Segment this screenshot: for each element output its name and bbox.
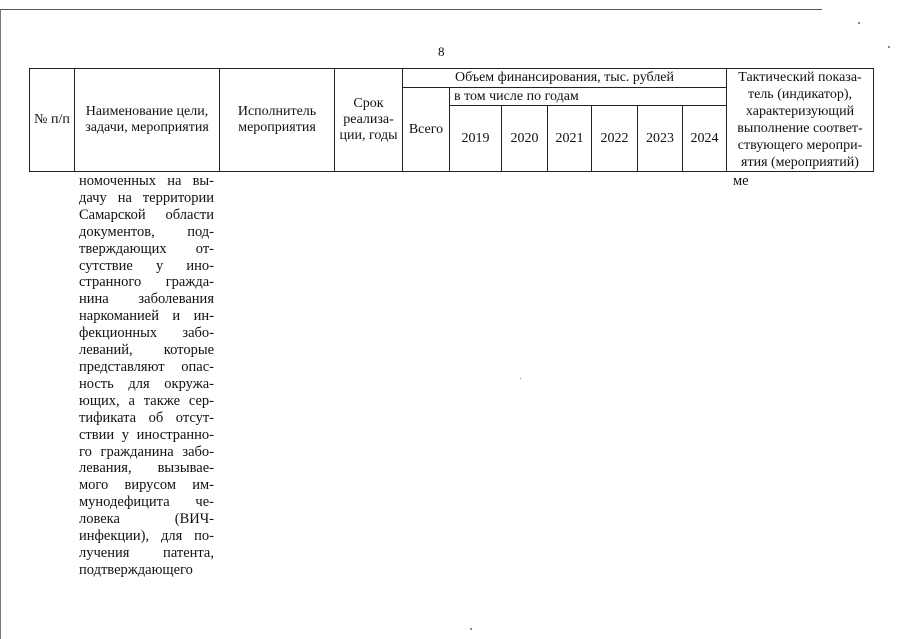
year-header-2024: 2024 [683, 106, 727, 172]
col-by-years-header: в том числе по годам [450, 88, 727, 106]
measure-name-line: тификата об отсут- [79, 409, 214, 426]
year-header-2021: 2021 [548, 106, 592, 172]
year-header-2022: 2022 [592, 106, 638, 172]
measure-name-line: нина заболевания [79, 291, 214, 308]
measure-name-line: подтверждающего [79, 561, 193, 578]
measure-name-line: фекционных забо- [79, 325, 214, 342]
year-header-2019: 2019 [450, 106, 502, 172]
scan-speck [888, 46, 890, 48]
measure-name-line: лучения патента, [79, 544, 214, 561]
measure-name-line: ствии у иностранно- [79, 426, 214, 443]
indicator-continuation: ме [733, 173, 749, 189]
col-funding-group-header: Объем финансирования, тыс. рублей [403, 69, 727, 88]
measure-name-line: наркоманией и ин- [79, 308, 214, 325]
year-header-2020: 2020 [502, 106, 548, 172]
measure-name-line: дачу на территории [79, 189, 214, 206]
measure-name-line: левания, вызывае- [79, 460, 214, 477]
page-border-left [0, 9, 1, 639]
scan-speck [470, 628, 472, 630]
measure-name-line: ность для окружа- [79, 375, 214, 392]
col-name-header: Наименование цели, задачи, мероприятия [75, 69, 220, 172]
measure-name-line: странного гражда- [79, 274, 214, 291]
measure-name-line: документов, под- [79, 223, 214, 240]
col-number-header: № п/п [30, 69, 75, 172]
col-total-header: Всего [403, 88, 450, 172]
measure-name-line: Самарской области [79, 206, 214, 223]
page-number: 8 [438, 44, 445, 59]
measure-name-line: инфекции), для по- [79, 528, 214, 545]
measure-name-line: тверждающих от- [79, 240, 214, 257]
measure-name-line: мунодефицита че- [79, 494, 214, 511]
col-indicator-header: Тактический показа-тель (индикатор), характеризующий выполнение соответ-ствующего меропри-ятия (мероприятий) [727, 69, 874, 172]
measure-name-line: го гражданина забо- [79, 443, 214, 460]
measure-name-line: ющих, а также сер- [79, 392, 214, 409]
year-header-2023: 2023 [638, 106, 683, 172]
col-term-header: Срок реализа-ции, годы [335, 69, 403, 172]
measure-name-line: ловека (ВИЧ- [79, 511, 214, 528]
measure-name-line: представляют опас- [79, 358, 214, 375]
scan-speck [858, 22, 860, 24]
measure-name-line: номоченных на вы- [79, 173, 214, 189]
measure-name-line: сутствие у ино- [79, 257, 214, 274]
measure-name-line: леваний, которые [79, 342, 214, 359]
measure-name-line: мого вирусом им- [79, 477, 214, 494]
table-header [29, 68, 874, 172]
measure-name-continuation [79, 173, 214, 579]
col-executor-header: Исполнитель мероприятия [220, 69, 335, 172]
page-border-top [0, 9, 822, 10]
scan-speck [520, 378, 521, 379]
